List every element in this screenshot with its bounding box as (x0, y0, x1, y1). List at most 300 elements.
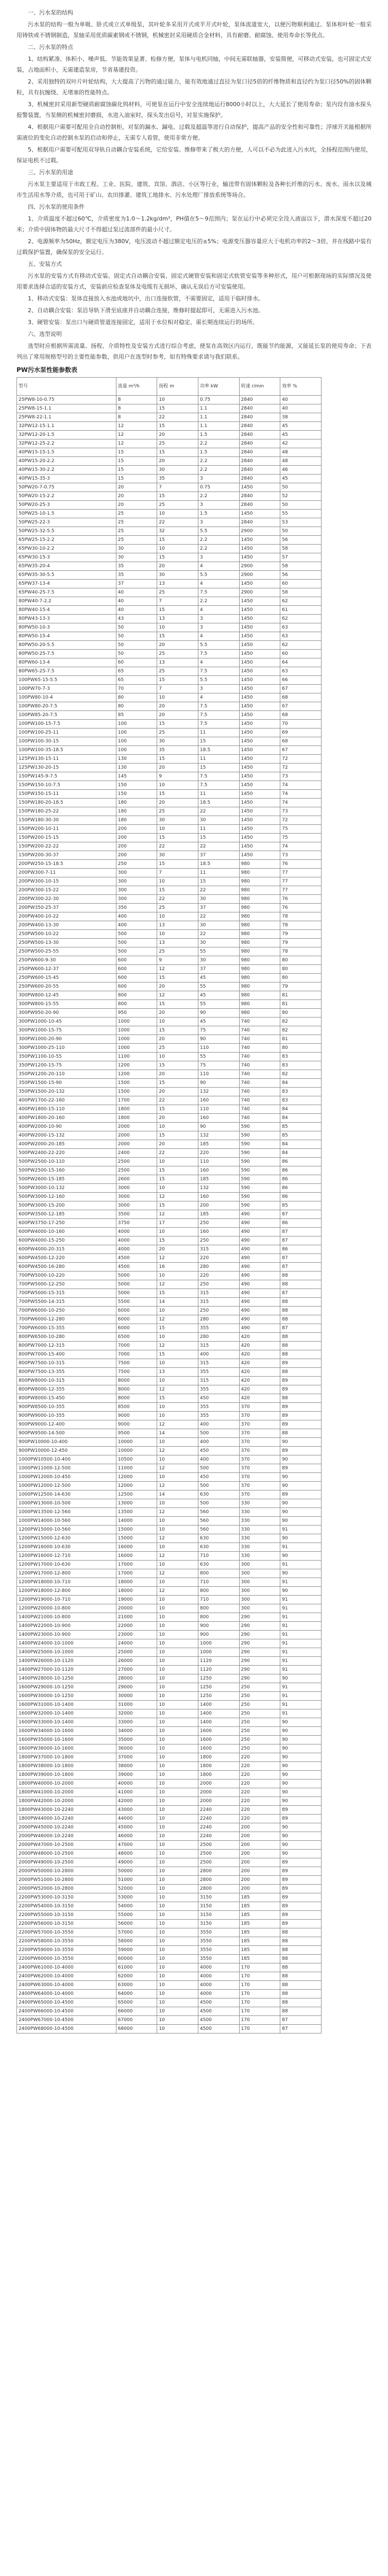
value-cell: 330 (239, 1552, 280, 1561)
value-cell: 420 (239, 1342, 280, 1350)
table-row (17, 1272, 322, 1280)
value-cell: 250 (239, 1709, 280, 1718)
value-cell: 185 (239, 1911, 280, 1920)
value-cell: 4000 (116, 1245, 157, 1254)
value-cell: 25 (116, 518, 157, 527)
value-cell: 20 (157, 562, 198, 571)
table-row (17, 1762, 322, 1771)
value-cell: 250 (239, 1701, 280, 1709)
value-cell: 12 (116, 431, 157, 439)
value-cell: 1450 (239, 772, 280, 781)
model-cell: 1200PW15000-12-630 (17, 1534, 116, 1543)
value-cell: 185 (239, 1955, 280, 1963)
value-cell: 200 (239, 1876, 280, 1885)
value-cell: 13 (157, 939, 198, 947)
value-cell: 370 (239, 1455, 280, 1464)
value-cell: 1450 (239, 825, 280, 834)
value-cell: 56 (280, 536, 322, 545)
value-cell: 12 (157, 1569, 198, 1578)
model-cell: 2000PW48000-10-2500 (17, 1850, 116, 1858)
table-row (17, 1639, 322, 1648)
table-row (17, 1079, 322, 1088)
table-row (17, 1289, 322, 1298)
value-cell: 91 (280, 1709, 322, 1718)
value-cell: 2900 (239, 571, 280, 580)
table-row (17, 702, 322, 711)
value-cell: 60 (280, 580, 322, 588)
value-cell: 10 (157, 1666, 198, 1674)
table-row (17, 1885, 322, 1893)
value-cell: 300 (116, 895, 157, 904)
table-row (17, 1508, 322, 1517)
value-cell: 11 (198, 790, 240, 799)
value-cell: 560 (198, 1526, 240, 1534)
value-cell: 170 (239, 1981, 280, 1990)
value-cell: 2.2 (198, 597, 240, 606)
value-cell: 1800 (116, 1114, 157, 1123)
value-cell: 150 (116, 781, 157, 790)
value-cell: 48000 (116, 1850, 157, 1858)
value-cell: 185 (239, 1946, 280, 1955)
value-cell: 77 (280, 886, 322, 895)
model-cell: 1600PW31000-10-1400 (17, 1701, 116, 1709)
table-row (17, 1902, 322, 1911)
model-cell: 1200PW18000-12-800 (17, 1587, 116, 1596)
model-cell: 80PW43-13-3 (17, 615, 116, 623)
value-cell: 250 (239, 1727, 280, 1736)
value-cell: 1.5 (198, 448, 240, 457)
value-cell: 1450 (239, 545, 280, 553)
model-cell: 150PW180-25-22 (17, 807, 116, 816)
value-cell: 600 (116, 965, 157, 974)
table-row (17, 492, 322, 501)
value-cell: 55 (198, 982, 240, 991)
value-cell: 10 (157, 1937, 198, 1946)
model-cell: 350PW1500-15-90 (17, 1079, 116, 1088)
table-row (17, 1526, 322, 1534)
value-cell: 10 (157, 1815, 198, 1823)
model-cell: 1200PW18000-10-710 (17, 1578, 116, 1587)
value-cell: 84 (280, 1140, 322, 1149)
value-cell: 7.5 (198, 702, 240, 711)
table-row (17, 1998, 322, 2007)
value-cell: 74 (280, 790, 322, 799)
value-cell: 220 (198, 1254, 240, 1263)
value-cell: 87 (280, 1210, 322, 1219)
value-cell: 15 (157, 886, 198, 895)
value-cell: 2500 (116, 1158, 157, 1166)
value-cell: 12 (157, 1342, 198, 1350)
value-cell: 3150 (198, 1911, 240, 1920)
value-cell: 10 (157, 1946, 198, 1955)
model-cell: 50PW20-15-2.2 (17, 492, 116, 501)
value-cell: 91 (280, 1657, 322, 1666)
value-cell: 10 (157, 1123, 198, 1131)
model-cell: 150PW180-30-30 (17, 816, 116, 825)
model-cell: 2400PW66000-10-4500 (17, 2007, 116, 2016)
table-row (17, 781, 322, 790)
value-cell: 10 (157, 693, 198, 702)
value-cell: 800 (198, 1587, 240, 1596)
value-cell: 10 (157, 1780, 198, 1788)
model-cell: 800PW8000-12-355 (17, 1385, 116, 1394)
value-cell: 68 (280, 693, 322, 702)
model-cell: 2400PW63000-10-4000 (17, 1981, 116, 1990)
value-cell: 35 (157, 474, 198, 483)
model-cell: 900PW10000-12-450 (17, 1447, 116, 1455)
value-cell: 185 (239, 1920, 280, 1928)
value-cell: 10 (157, 1841, 198, 1850)
table-row (17, 1280, 322, 1289)
model-cell: 100PW100-15-7.5 (17, 720, 116, 728)
table-row (17, 1797, 322, 1806)
paragraph: 选型时应根据所需流量、扬程、介质特性及安装方式进行综合考虑，使泵在高效区内运行，既能节约能源，又能延长泵的使用寿命；下表列出了常用规格型号的主要性能参数，供用户在选型时参考，如有特殊要求请与我们联系。 (16, 343, 372, 360)
model-cell: 50PW25-22-3 (17, 518, 116, 527)
value-cell: 220 (239, 1815, 280, 1823)
value-cell: 2500 (198, 1841, 240, 1850)
value-cell: 800 (198, 1569, 240, 1578)
value-cell: 10 (157, 1639, 198, 1648)
table-row (17, 1123, 322, 1131)
table-row (17, 396, 322, 404)
table-row (17, 1569, 322, 1578)
value-cell: 370 (239, 1482, 280, 1490)
model-cell: 500PW2400-22-220 (17, 1149, 116, 1158)
value-cell: 1.1 (198, 413, 240, 422)
value-cell: 12 (157, 1385, 198, 1394)
value-cell: 86 (280, 1245, 322, 1254)
value-cell: 10 (157, 1981, 198, 1990)
value-cell: 2.2 (198, 466, 240, 474)
value-cell: 200 (239, 1832, 280, 1841)
value-cell: 79 (280, 982, 322, 991)
value-cell: 7.5 (198, 650, 240, 658)
value-cell: 170 (239, 1972, 280, 1981)
value-cell: 22 (157, 895, 198, 904)
value-cell: 88 (280, 1368, 322, 1377)
article-body (16, 7, 372, 362)
value-cell: 10 (157, 1543, 198, 1552)
value-cell: 20000 (116, 1604, 157, 1613)
model-cell: 400PW1800-20-160 (17, 1114, 116, 1123)
value-cell: 710 (198, 1596, 240, 1604)
table-row (17, 1490, 322, 1499)
value-cell: 185 (239, 1937, 280, 1946)
value-cell: 30 (198, 895, 240, 904)
model-cell: 500PW3000-10-132 (17, 1184, 116, 1193)
value-cell: 7.5 (198, 588, 240, 597)
value-cell: 5.5 (198, 641, 240, 650)
value-cell: 250 (198, 1236, 240, 1245)
value-cell: 1.1 (198, 404, 240, 413)
value-cell: 145 (116, 772, 157, 781)
value-cell: 300 (239, 1561, 280, 1569)
value-cell: 15 (157, 1000, 198, 1009)
value-cell: 590 (239, 1140, 280, 1149)
value-cell: 65 (116, 667, 157, 676)
value-cell: 67 (280, 685, 322, 693)
value-cell: 57000 (116, 1928, 157, 1937)
model-cell: 400PW2000-20-185 (17, 1140, 116, 1149)
model-cell: 1400PW21000-10-800 (17, 1613, 116, 1622)
value-cell: 330 (239, 1508, 280, 1517)
value-cell: 30000 (116, 1692, 157, 1701)
model-cell: 600PW4500-12-220 (17, 1254, 116, 1263)
value-cell: 30 (116, 545, 157, 553)
value-cell: 85 (280, 1123, 322, 1131)
table-row (17, 650, 322, 658)
value-cell: 50 (116, 650, 157, 658)
value-cell: 81 (280, 1000, 322, 1009)
value-cell: 590 (239, 1131, 280, 1140)
table-row (17, 1236, 322, 1245)
value-cell: 31000 (116, 1701, 157, 1709)
value-cell: 200 (239, 1841, 280, 1850)
value-cell: 63 (280, 623, 322, 632)
table-row (17, 1166, 322, 1175)
value-cell: 36000 (116, 1744, 157, 1753)
value-cell: 13 (157, 615, 198, 623)
value-cell: 91 (280, 1648, 322, 1657)
value-cell: 300 (116, 869, 157, 877)
table-row (17, 877, 322, 886)
value-cell: 6000 (116, 1307, 157, 1315)
model-cell: 300PW950-20-90 (17, 1009, 116, 1018)
value-cell: 590 (239, 1158, 280, 1166)
table-row (17, 1350, 322, 1359)
value-cell: 10 (157, 1998, 198, 2007)
model-cell: 700PW5500-14-315 (17, 1298, 116, 1307)
table-row (17, 904, 322, 912)
value-cell: 2500 (116, 1166, 157, 1175)
value-cell: 1450 (239, 641, 280, 650)
table-row (17, 1394, 322, 1403)
model-cell: 40PW15-35-3 (17, 474, 116, 483)
value-cell: 10 (157, 1797, 198, 1806)
section-heading: 三、污水泵的用途 (28, 169, 73, 176)
value-cell: 2240 (198, 1815, 240, 1823)
value-cell: 80 (116, 702, 157, 711)
value-cell: 18000 (116, 1578, 157, 1587)
value-cell: 35 (116, 562, 157, 571)
value-cell: 80 (280, 965, 322, 974)
value-cell: 22 (157, 842, 198, 851)
value-cell: 85 (116, 711, 157, 720)
value-cell: 25 (157, 1044, 198, 1053)
model-cell: 1800PW39000-10-1800 (17, 1771, 116, 1780)
table-row (17, 448, 322, 457)
value-cell: 1600 (198, 1736, 240, 1744)
table-row (17, 1981, 322, 1990)
model-cell: 350PW1500-20-132 (17, 1088, 116, 1096)
model-cell: 50PW25-32-5.5 (17, 527, 116, 536)
value-cell: 490 (239, 1236, 280, 1245)
section-heading: 二、污水泵的特点 (28, 44, 73, 50)
value-cell: 10 (157, 1455, 198, 1464)
value-cell: 710 (198, 1578, 240, 1587)
value-cell: 10 (157, 1674, 198, 1683)
value-cell: 85 (280, 1131, 322, 1140)
value-cell: 88 (280, 1307, 322, 1315)
value-cell: 10 (157, 1867, 198, 1876)
table-row (17, 2025, 322, 2033)
value-cell: 88 (280, 1350, 322, 1359)
model-cell: 200PW300-7-11 (17, 869, 116, 877)
table-row (17, 1044, 322, 1053)
table-row (17, 571, 322, 580)
value-cell: 15 (157, 755, 198, 764)
value-cell: 63000 (116, 1981, 157, 1990)
value-cell: 30 (198, 956, 240, 965)
table-row (17, 413, 322, 422)
model-cell: 300PW800-12-45 (17, 991, 116, 1000)
value-cell: 88 (280, 1333, 322, 1342)
model-cell: 2400PW67000-10-4500 (17, 2016, 116, 2025)
value-cell: 10000 (116, 1438, 157, 1447)
value-cell: 4000 (198, 1981, 240, 1990)
value-cell: 290 (239, 1648, 280, 1657)
value-cell: 53 (280, 518, 322, 527)
value-cell: 420 (239, 1333, 280, 1342)
value-cell: 370 (239, 1438, 280, 1447)
table-row (17, 580, 322, 588)
value-cell: 40 (116, 588, 157, 597)
value-cell: 1.5 (198, 431, 240, 439)
model-cell: 2400PW64000-10-4000 (17, 1990, 116, 1998)
model-cell: 400PW2000-10-90 (17, 1123, 116, 1131)
value-cell: 1000 (198, 1639, 240, 1648)
value-cell: 10 (157, 1683, 198, 1692)
value-cell: 1500 (116, 1088, 157, 1096)
value-cell: 50 (116, 623, 157, 632)
model-cell: 150PW180-20-18.5 (17, 799, 116, 807)
value-cell: 15 (157, 1289, 198, 1298)
value-cell: 10 (157, 1753, 198, 1762)
value-cell: 47000 (116, 1841, 157, 1850)
value-cell: 15 (116, 474, 157, 483)
table-row (17, 1657, 322, 1666)
model-cell: 32PW12-15-1.1 (17, 422, 116, 431)
value-cell: 200 (116, 825, 157, 834)
model-cell: 100PW100-25-11 (17, 728, 116, 737)
table-row (17, 1736, 322, 1744)
table-row (17, 1788, 322, 1797)
value-cell: 90 (280, 1438, 322, 1447)
value-cell: 11 (198, 755, 240, 764)
value-cell: 10 (157, 1928, 198, 1937)
value-cell: 15 (157, 1026, 198, 1035)
value-cell: 76 (280, 895, 322, 904)
table-row (17, 1061, 322, 1070)
model-cell: 1800PW37000-10-1800 (17, 1753, 116, 1762)
value-cell: 10 (157, 1692, 198, 1701)
value-cell: 10 (157, 510, 198, 518)
value-cell: 490 (239, 1263, 280, 1272)
value-cell: 68 (280, 737, 322, 746)
value-cell: 900 (198, 1622, 240, 1631)
table-row (17, 807, 322, 816)
value-cell: 40 (116, 597, 157, 606)
table-row (17, 921, 322, 930)
value-cell: 78 (280, 947, 322, 956)
value-cell: 87 (280, 2016, 322, 2025)
value-cell: 89 (280, 1815, 322, 1823)
value-cell: 76 (280, 860, 322, 869)
model-cell: 150PW200-30-37 (17, 851, 116, 860)
value-cell: 35000 (116, 1736, 157, 1744)
table-row (17, 685, 322, 693)
value-cell: 90 (280, 1788, 322, 1797)
model-cell: 900PW8500-10-355 (17, 1403, 116, 1412)
value-cell: 10 (157, 1762, 198, 1771)
value-cell: 20 (157, 431, 198, 439)
value-cell: 2.2 (198, 545, 240, 553)
model-cell: 1000PW10500-10-400 (17, 1455, 116, 1464)
table-row (17, 1018, 322, 1026)
value-cell: 130 (116, 764, 157, 772)
value-cell: 89 (280, 1806, 322, 1815)
value-cell: 980 (239, 869, 280, 877)
value-cell: 13 (157, 580, 198, 588)
value-cell: 91 (280, 1543, 322, 1552)
value-cell: 62000 (116, 1972, 157, 1981)
value-cell: 89 (280, 1885, 322, 1893)
value-cell: 20 (157, 1009, 198, 1018)
value-cell: 20 (157, 1114, 198, 1123)
value-cell: 980 (239, 982, 280, 991)
value-cell: 450 (198, 1447, 240, 1455)
value-cell: 10 (157, 396, 198, 404)
value-cell: 90 (198, 1123, 240, 1131)
model-cell: 1200PW15000-10-560 (17, 1526, 116, 1534)
value-cell: 86 (280, 1158, 322, 1166)
value-cell: 200 (239, 1858, 280, 1867)
value-cell: 500 (198, 1464, 240, 1473)
model-cell: 250PW500-13-30 (17, 939, 116, 947)
value-cell: 9000 (116, 1420, 157, 1429)
spec-table (16, 377, 322, 2033)
value-cell: 11000 (116, 1464, 157, 1473)
value-cell: 110 (198, 1105, 240, 1114)
value-cell: 10 (157, 623, 198, 632)
value-cell: 15 (157, 834, 198, 842)
value-cell: 10 (157, 1701, 198, 1709)
model-cell: 200PW400-10-22 (17, 912, 116, 921)
value-cell: 21000 (116, 1613, 157, 1622)
value-cell: 1450 (239, 702, 280, 711)
value-cell: 185 (239, 1893, 280, 1902)
value-cell: 132 (198, 1088, 240, 1096)
value-cell: 630 (198, 1490, 240, 1499)
value-cell: 590 (239, 1166, 280, 1175)
value-cell: 200 (116, 842, 157, 851)
value-cell: 100 (116, 720, 157, 728)
value-cell: 91 (280, 1604, 322, 1613)
value-cell: 83 (280, 1096, 322, 1105)
value-cell: 10 (157, 2007, 198, 2016)
value-cell: 1400 (198, 1718, 240, 1727)
value-cell: 18000 (116, 1587, 157, 1596)
value-cell: 490 (239, 1254, 280, 1263)
model-cell: 600PW4000-15-250 (17, 1236, 116, 1245)
table-header-cell: 转速 r/min (239, 378, 280, 396)
table-row (17, 886, 322, 895)
value-cell: 980 (239, 860, 280, 869)
value-cell: 62 (280, 641, 322, 650)
value-cell: 3150 (198, 1902, 240, 1911)
value-cell: 355 (198, 1324, 240, 1333)
value-cell: 1200 (116, 1061, 157, 1070)
